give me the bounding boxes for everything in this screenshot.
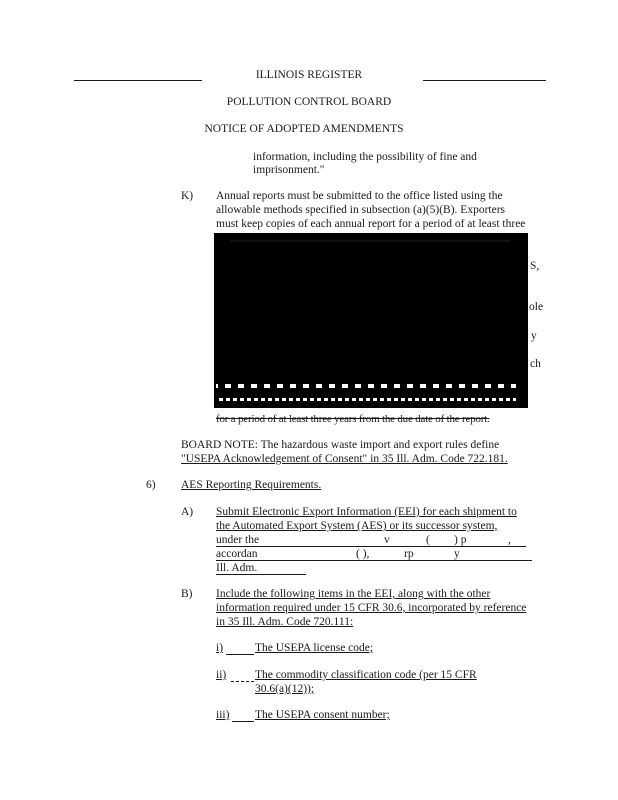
item-k-fragment-2: ole [529,301,544,313]
subitem-3-num: iii) [216,709,230,721]
subitem-2-num: ii) [216,669,227,681]
item-a-line-5: Ill. Adm. [216,561,306,575]
item-k-fragment-4: ch [530,358,541,370]
item-k-last-line: for a period of at least three years from the due date of the report. [216,413,490,425]
item-a-line-4: accordan ( ), rp y [216,547,532,561]
redaction-block [214,233,528,408]
redaction-noise [230,240,510,242]
item-b-line-3: in 35 Ill. Adm. Code 720.111: [216,616,354,628]
board-note-link: "USEPA Acknowledgement of Consent" in 35 Ill. Adm. Code 722.181. [181,453,508,465]
item-k-line-1: Annual reports must be submitted to the office listed using the [216,190,503,202]
item-k-line-3: must keep copies of each annual report for a period of at least three [216,218,526,230]
subitem-1-gap [226,654,254,655]
subitem-2-gap [231,681,254,682]
subitem-3-text: The USEPA consent number; [255,709,390,721]
item-k-label: K) [181,190,194,202]
item-a-label: A) [181,506,194,518]
item-k-line-2: allowable methods specified in subsection (a)(5)(B). Exporters [216,204,506,216]
item-a-line-3: under the v ( ) p , [216,533,526,547]
item-b-label: B) [181,588,193,600]
continuation-line-2: imprisonment." [253,164,325,176]
board-note-line-2 [181,452,508,466]
notice-title: NOTICE OF ADOPTED AMENDMENTS [204,123,404,135]
item-k-fragment-3: y [531,330,537,342]
item-b-line-1: Include the following items in the EEI, along with the other [216,588,491,600]
item-a-line-1: Submit Electronic Export Information (EEI) for each shipment to [216,506,517,518]
redaction-dots [216,384,516,388]
item-a-line-2: the Automated Export System (AES) or its successor system, [216,520,498,532]
redaction-dots-2 [216,398,516,401]
subitem-2-text-2: 30.6(a)(12)); [255,683,315,695]
section-title: AES Reporting Requirements. [181,479,322,491]
section-number: 6) [146,479,156,491]
subitem-3-gap [232,721,254,722]
subitem-2-text: The commodity classification code (per 15 CFR [255,669,477,681]
subitem-1-num: i) [216,642,224,654]
board-note-line-1: BOARD NOTE: The hazardous waste import and export rules define [181,439,500,451]
continuation-line-1: information, including the possibility of fine and [253,151,477,163]
board-title: POLLUTION CONTROL BOARD [226,96,392,108]
register-title: ILLINOIS REGISTER [255,69,363,81]
item-b-line-2: information required under 15 CFR 30.6, incorporated by reference [216,602,527,614]
item-k-fragment-1: S, [530,260,540,272]
subitem-1-text: The USEPA license code; [255,642,374,654]
